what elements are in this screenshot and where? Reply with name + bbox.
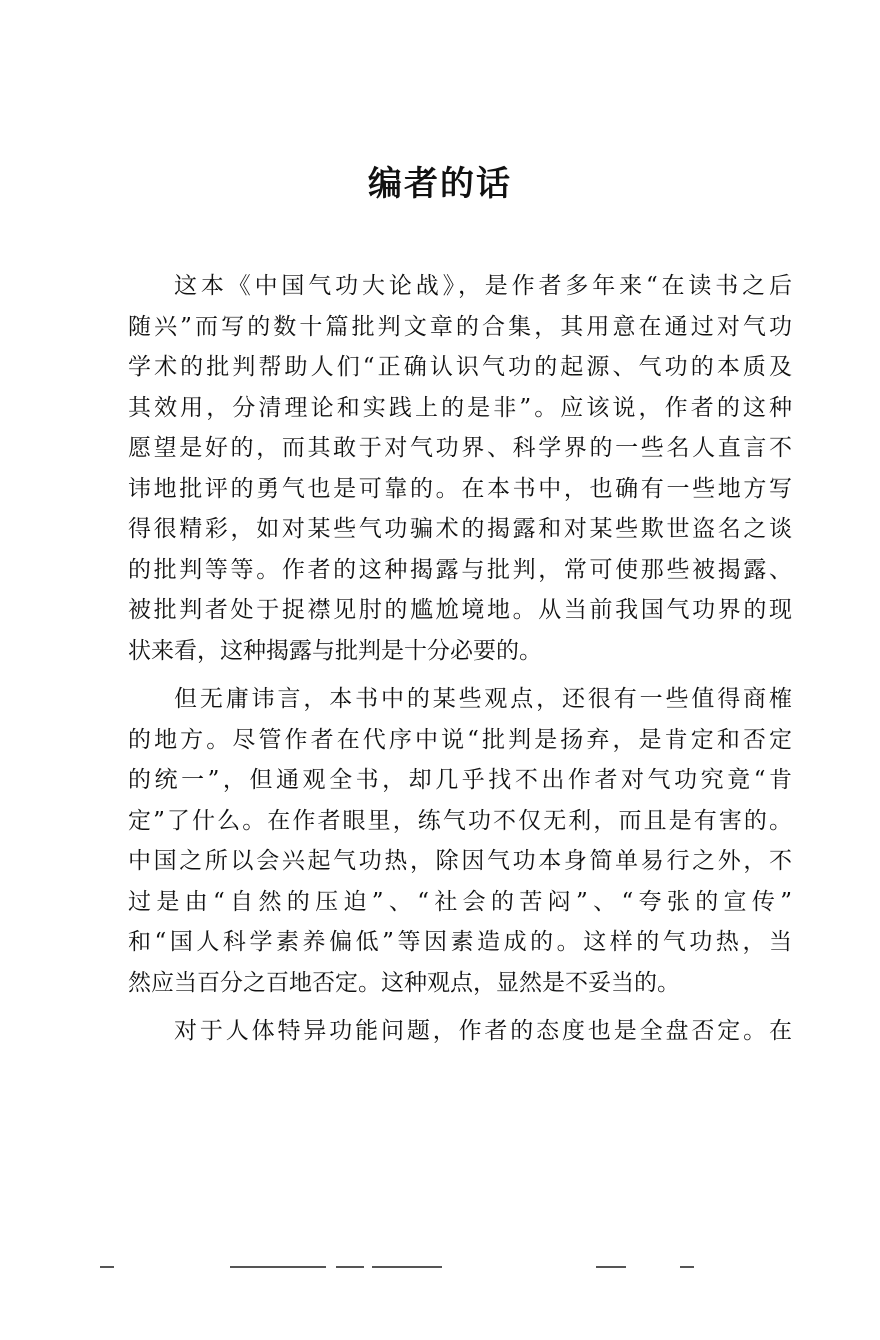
paragraph-2 xyxy=(128,679,792,1003)
paragraph-gap xyxy=(128,1003,792,1011)
text-line: 的地方。尽管作者在代序中说“批判是扬弃，是肯定和否定 xyxy=(128,726,792,753)
scan-mark xyxy=(100,1266,114,1268)
scan-mark xyxy=(336,1266,364,1268)
paragraph-gap xyxy=(128,671,792,679)
text-line: 然应当百分之百地否定。这种观点，显然是不妥当的。 xyxy=(128,969,680,996)
text-line: 状来看，这种揭露与批判是十分必要的。 xyxy=(128,637,542,664)
text-line: 定”了什么。在作者眼里，练气功不仅无利，而且是有害的。 xyxy=(128,807,792,834)
scan-mark xyxy=(372,1266,442,1268)
paragraph-3 xyxy=(128,1011,792,1052)
text-line: 随兴”而写的数十篇批判文章的合集，其用意在通过对气功 xyxy=(128,313,792,340)
body-text xyxy=(128,266,792,1052)
page-title: 编者的话 xyxy=(368,164,512,204)
text-line: 学术的批判帮助人们“正确认识气功的起源、气功的本质及 xyxy=(128,354,792,380)
text-line: 其效用，分清理论和实践上的是非”。应该说，作者的这种 xyxy=(128,394,792,421)
text-line: 中国之所以会兴起气功热，除因气功本身简单易行之外，不 xyxy=(128,848,792,874)
text-line: 得很精彩，如对某些气功骗术的揭露和对某些欺世盗名之谈 xyxy=(128,516,792,542)
text-line: 被批判者处于捉襟见肘的尴尬境地。从当前我国气功界的现 xyxy=(128,597,792,623)
text-line: 但无庸讳言，本书中的某些观点，还很有一些值得商榷 xyxy=(174,686,792,712)
scan-mark xyxy=(680,1266,694,1268)
text-line: 过是由“自然的压迫”、“社会的苦闷”、“夸张的宣传” xyxy=(128,888,792,915)
text-line: 讳地批评的勇气也是可靠的。在本书中，也确有一些地方写 xyxy=(128,475,792,502)
text-line: 对于人体特异功能问题，作者的态度也是全盘否定。在 xyxy=(174,1018,792,1044)
text-line: 的统一”，但通观全书，却几乎找不出作者对气功究竟“肯 xyxy=(128,767,792,793)
scan-mark xyxy=(230,1266,326,1268)
text-line: 愿望是好的，而其敢于对气功界、科学界的一些名人直言不 xyxy=(128,435,792,461)
paragraph-1 xyxy=(128,266,792,671)
text-line: 这本《中国气功大论战》，是作者多年来“在读书之后 xyxy=(174,273,792,299)
scan-artifact-marks xyxy=(100,1264,700,1270)
scan-mark xyxy=(596,1266,626,1268)
text-line: 的批判等等。作者的这种揭露与批判，常可使那些被揭露、 xyxy=(128,556,792,583)
text-line: 和“国人科学素养偏低”等因素造成的。这样的气功热，当 xyxy=(128,929,792,955)
